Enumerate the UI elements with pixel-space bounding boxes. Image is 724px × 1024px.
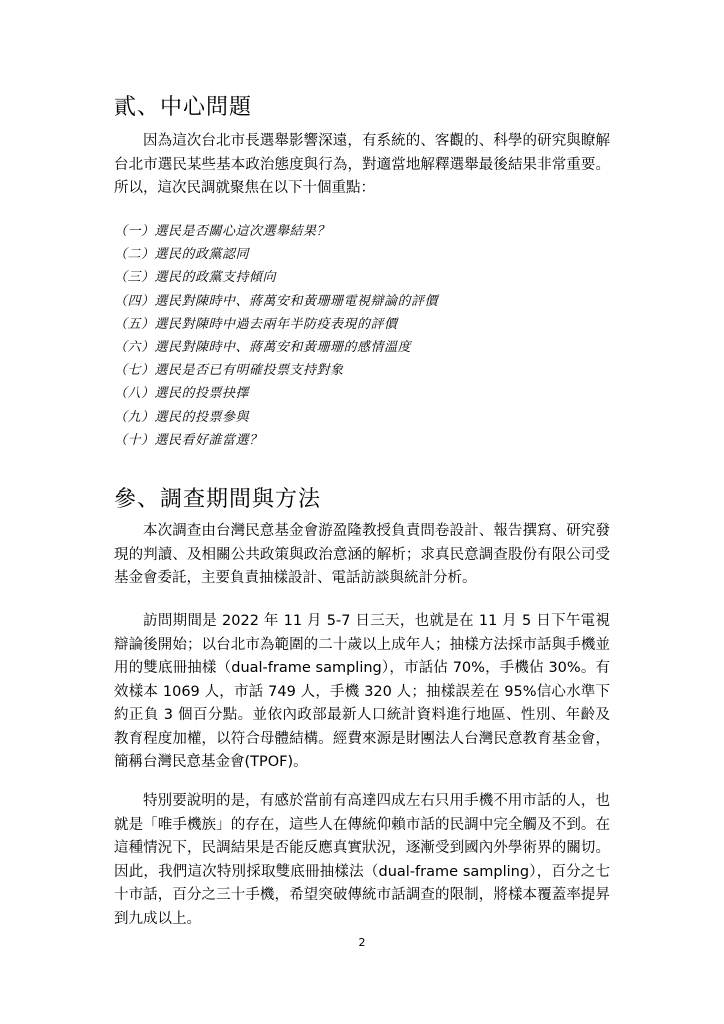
list-item: （二）選民的政黨認同 (114, 247, 250, 263)
list-item: （七）選民是否已有明確投票支持對象 (114, 363, 344, 379)
focus-points-list (114, 220, 610, 452)
page-number: 2 (358, 936, 366, 949)
list-item: （六）選民對陳時中、蔣萬安和黃珊珊的感情溫度 (114, 340, 412, 356)
method-paragraph-2: 訪問期間是 2022 年 11 月 5-7 日三天，也就是在 11 月 5 日下午電視辯論後開始；以台北市為範圍的二十歲以上成年人；抽樣方法採市話與手機並用的雙底冊抽樣（dual-frame sampling），市話佔 70%，手機佔 30%。有效樣本 1069 人，市話 749 人，手機 320 人；抽樣誤差在 95%信心水準下約正負 3 個百分點。並依內政部最新人口統計資料進行地區、性別、年齡及教育程度加權，以符合母體結構。經費來源是財團法人台灣民意教育基金會，簡稱台灣民意基金會(TPOF)。 (114, 613, 610, 770)
list-item: （四）選民對陳時中、蔣萬安和黃珊珊電視辯論的評價 (114, 293, 439, 309)
list-item: （八）選民的投票抉擇 (114, 386, 250, 402)
method-paragraph-1: 本次調查由台灣民意基金會游盈隆教授負責問卷設計、報告撰寫、研究發現的判讀、及相關公共政策與政治意涵的解析；求真民意調查股份有限公司受基金會委託，主要負責抽樣設計、電話訪談與統計分析。 (114, 523, 610, 586)
list-item: （五）選民對陳時中過去兩年半防疫表現的評價 (114, 316, 398, 332)
section-heading-central-questions: 貳、中心問題 (114, 95, 253, 120)
list-item: （九）選民的投票參與 (114, 409, 250, 425)
method-paragraph-3: 特別要說明的是，有感於當前有高達四成左右只用手機不用市話的人，也就是「唯手機族」的存在，這些人在傳統仰賴市話的民調中完全觸及不到。在這種情況下，民調結果是否能反應真實狀況，逐漸受到國內外學術界的關切。因此，我們這次特別採取雙底冊抽樣法（dual-frame sampling），百分之七十市話，百分之三十手機，希望突破傳統市話調查的限制，將樣本覆蓋率提昇到九成以上。 (114, 793, 610, 927)
list-item: （十）選民看好誰當選？ (114, 432, 263, 448)
list-item: （一）選民是否關心這次選舉結果？ (114, 224, 331, 239)
intro-paragraph: 因為這次台北市長選舉影響深遠，有系統的、客觀的、科學的研究與瞭解台北市選民某些基本政治態度與行為，對適當地解釋選舉最後結果非常重要。所以，這次民調就聚焦在以下十個重點： (114, 133, 610, 196)
list-item: （三）選民的政黨支持傾向 (114, 270, 277, 286)
section-heading-survey-method: 參、調查期間與方法 (114, 487, 322, 512)
